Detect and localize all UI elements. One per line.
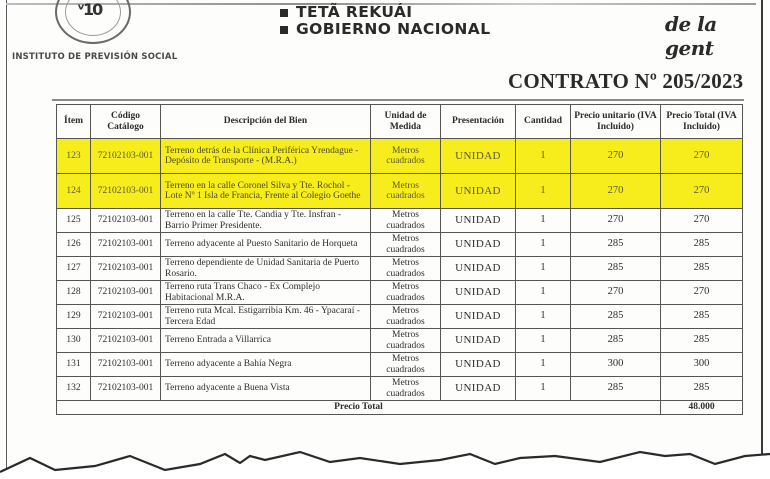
government-line [280, 21, 490, 38]
cell-descripcion: Terreno detrás de la Clínica Periférica Yrendague - Depósito de Transporte - (M.R.A.) [161, 139, 371, 174]
cell-codigo: 72102103-001 [91, 174, 161, 209]
cell-presentacion: UNIDAD [441, 305, 516, 329]
cell-descripcion: Terreno Entrada a Villarrica [161, 329, 371, 353]
cell-codigo: 72102103-001 [91, 281, 161, 305]
table-row [57, 305, 743, 329]
cell-codigo: 72102103-001 [91, 305, 161, 329]
cell-unidad: Metros cuadrados [371, 174, 441, 209]
cell-cantidad: 1 [516, 281, 571, 305]
cell-descripcion: Terreno ruta Mcal. Estigarribia Km. 46 - Ypacaraí - Tercera Edad [161, 305, 371, 329]
torn-paper-edge [0, 450, 770, 479]
cell-unidad: Metros cuadrados [371, 139, 441, 174]
seal-emblem-icon: ᵛ10 [77, 0, 102, 19]
cell-precio-unitario: 270 [571, 281, 661, 305]
column-header-precio-unitario: Precio unitario (IVA Incluido) [571, 105, 661, 139]
cell-descripcion: Terreno adyacente a Bahía Negra [161, 353, 371, 377]
cell-unidad: Metros cuadrados [371, 233, 441, 257]
table-row [57, 329, 743, 353]
cell-codigo: 72102103-001 [91, 353, 161, 377]
cell-precio-total: 270 [661, 209, 743, 233]
cell-descripcion: Terreno en la calle Tte. Candia y Tte. Insfran - Barrio Primer Presidente. [161, 209, 371, 233]
cell-presentacion: UNIDAD [441, 209, 516, 233]
cell-item: 125 [57, 209, 91, 233]
cell-descripcion: Terreno adyacente al Puesto Sanitario de Horqueta [161, 233, 371, 257]
contract-items-table [56, 104, 743, 415]
cell-cantidad: 1 [516, 377, 571, 401]
table-row-highlighted [57, 139, 743, 174]
cell-cantidad: 1 [516, 305, 571, 329]
table-row [57, 209, 743, 233]
cell-precio-total: 300 [661, 353, 743, 377]
cell-unidad: Metros cuadrados [371, 377, 441, 401]
cell-precio-unitario: 285 [571, 377, 661, 401]
cell-descripcion: Terreno dependiente de Unidad Sanitaria de Puerto Rosario. [161, 257, 371, 281]
government-brand [280, 4, 490, 38]
cell-precio-unitario: 285 [571, 233, 661, 257]
cell-codigo: 72102103-001 [91, 139, 161, 174]
cell-item: 129 [57, 305, 91, 329]
cell-unidad: Metros cuadrados [371, 209, 441, 233]
column-header-precio-total: Precio Total (IVA Incluido) [661, 105, 743, 139]
contract-title: CONTRATO Nº 205/2023 [508, 69, 744, 93]
cell-item: 127 [57, 257, 91, 281]
cell-item: 131 [57, 353, 91, 377]
cell-codigo: 72102103-001 [91, 209, 161, 233]
cell-codigo: 72102103-001 [91, 377, 161, 401]
cell-precio-total: 270 [661, 139, 743, 174]
cell-precio-unitario: 300 [571, 353, 661, 377]
cell-cantidad: 1 [516, 139, 571, 174]
table-row [57, 257, 743, 281]
cell-precio-total: 285 [661, 329, 743, 353]
table-row-highlighted [57, 174, 743, 209]
government-line-text: TETÃ REKUÁI [296, 3, 413, 21]
cell-cantidad: 1 [516, 353, 571, 377]
column-header-unidad: Unidad de Medida [371, 105, 441, 139]
cell-codigo: 72102103-001 [91, 233, 161, 257]
cell-precio-total: 285 [661, 257, 743, 281]
government-line-text: GOBIERNO NACIONAL [296, 20, 491, 38]
institution-name: INSTITUTO DE PREVISIÓN SOCIAL [12, 52, 178, 62]
cell-unidad: Metros cuadrados [371, 305, 441, 329]
cell-precio-total: 285 [661, 233, 743, 257]
total-value: 48.000 [661, 401, 743, 415]
government-line [280, 4, 490, 21]
cell-unidad: Metros cuadrados [371, 281, 441, 305]
column-header-codigo: Código Catálogo [91, 105, 161, 139]
table-header-row [57, 105, 743, 139]
cell-item: 128 [57, 281, 91, 305]
cell-codigo: 72102103-001 [91, 257, 161, 281]
cell-precio-total: 270 [661, 174, 743, 209]
cell-unidad: Metros cuadrados [371, 329, 441, 353]
cell-precio-unitario: 285 [571, 329, 661, 353]
cell-cantidad: 1 [516, 329, 571, 353]
square-bullet-icon [280, 9, 288, 17]
cell-presentacion: UNIDAD [441, 139, 516, 174]
total-label: Precio Total [57, 401, 661, 415]
title-rule-divider [52, 99, 744, 101]
cell-presentacion: UNIDAD [441, 233, 516, 257]
cell-item: 130 [57, 329, 91, 353]
cell-presentacion: UNIDAD [441, 353, 516, 377]
square-bullet-icon [280, 26, 288, 34]
cell-item: 124 [57, 174, 91, 209]
cell-presentacion: UNIDAD [441, 281, 516, 305]
table-total-row [57, 401, 743, 415]
column-header-cantidad: Cantidad [516, 105, 571, 139]
table-row [57, 281, 743, 305]
cell-cantidad: 1 [516, 209, 571, 233]
cell-descripcion: Terreno adyacente a Buena Vista [161, 377, 371, 401]
cell-precio-total: 285 [661, 305, 743, 329]
cell-item: 123 [57, 139, 91, 174]
cell-presentacion: UNIDAD [441, 329, 516, 353]
cell-unidad: Metros cuadrados [371, 257, 441, 281]
cell-presentacion: UNIDAD [441, 377, 516, 401]
cell-item: 132 [57, 377, 91, 401]
cell-precio-unitario: 270 [571, 139, 661, 174]
cell-cantidad: 1 [516, 233, 571, 257]
cell-precio-unitario: 285 [571, 305, 661, 329]
cell-unidad: Metros cuadrados [371, 353, 441, 377]
table-row [57, 353, 743, 377]
cell-codigo: 72102103-001 [91, 329, 161, 353]
cell-precio-total: 270 [661, 281, 743, 305]
cell-cantidad: 1 [516, 174, 571, 209]
column-header-presentacion: Presentación [441, 105, 516, 139]
table-row [57, 377, 743, 401]
cell-presentacion: UNIDAD [441, 174, 516, 209]
cell-descripcion: Terreno ruta Trans Chaco - Ex Complejo Habitacional M.R.A. [161, 281, 371, 305]
slogan-script: de la gent [665, 12, 717, 60]
table-row [57, 233, 743, 257]
cell-precio-total: 285 [661, 377, 743, 401]
cell-precio-unitario: 270 [571, 209, 661, 233]
cell-precio-unitario: 285 [571, 257, 661, 281]
cell-descripcion: Terreno en la calle Coronel Silva y Tte. Rochol - Lote Nº 1 Isla de Francia, Frente al Colegio Goethe [161, 174, 371, 209]
column-header-item: Ítem [57, 105, 91, 139]
cell-presentacion: UNIDAD [441, 257, 516, 281]
column-header-descripcion: Descripción del Bien [161, 105, 371, 139]
cell-item: 126 [57, 233, 91, 257]
cell-precio-unitario: 270 [571, 174, 661, 209]
cell-cantidad: 1 [516, 257, 571, 281]
